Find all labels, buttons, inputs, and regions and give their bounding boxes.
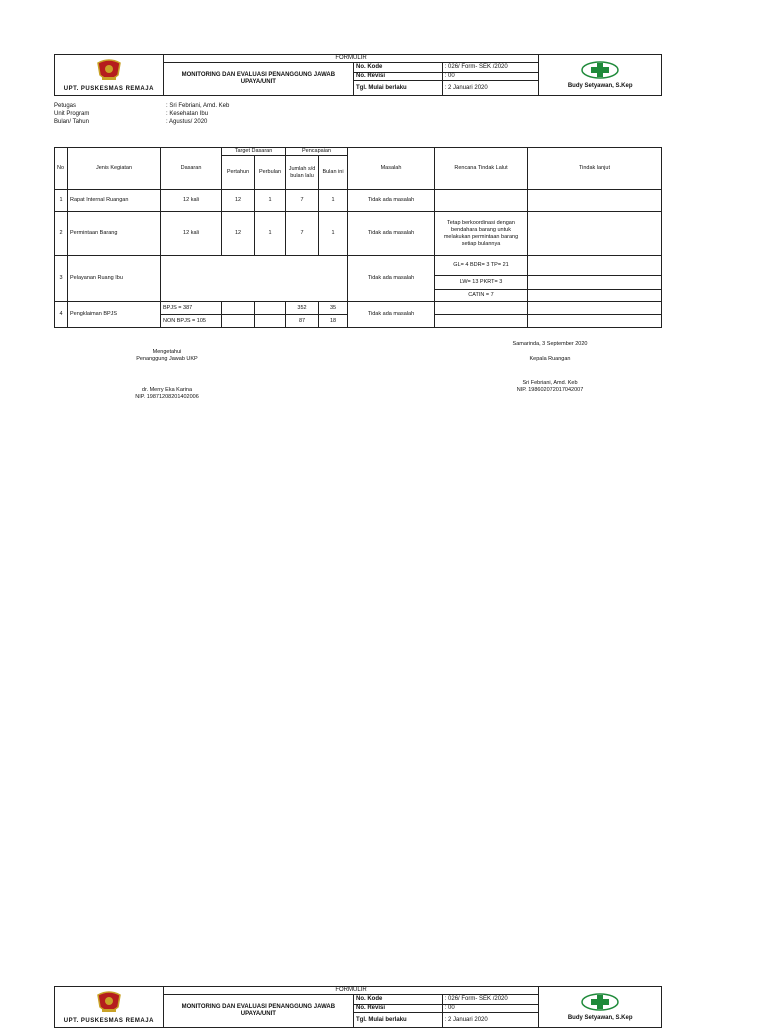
head-name: Budy Setyawan, S.Kep	[567, 83, 633, 89]
col-masalah: Masalah	[348, 148, 435, 190]
col-no: No	[55, 148, 68, 190]
col-jumlah: Jumlah s/d bulan lalu	[286, 156, 319, 190]
kode-label: No. Kode	[354, 63, 443, 73]
formulir-label: FORMULIR	[163, 55, 539, 63]
logo-cell: UPT. PUSKESMAS REMAJA	[55, 987, 164, 1028]
col-pertahun: Pertahun	[222, 156, 255, 190]
revisi-label: No. Revisi	[354, 73, 443, 81]
col-perbulan: Perbulan	[255, 156, 286, 190]
col-rencana: Rencana Tindak Lalut	[435, 148, 528, 190]
table-row: 1 Rapat Internal Ruangan 12 kali 12 1 7 1 Tidak ada masalah	[55, 190, 662, 212]
form-header	[54, 54, 662, 96]
col-target: Target Dasaran	[222, 148, 286, 156]
col-dasaran: Dasaran	[161, 148, 222, 190]
table-row: 3 Pelayanan Ruang Ibu Tidak ada masalah GL= 4 BDR= 3 TP= 21	[55, 256, 662, 276]
unit-name: UPT. PUSKESMAS REMAJA	[63, 86, 154, 92]
left-signature: Mengetahui Penanggung Jawab UKP dr. Merry Eka Karina NIP. 19871208201402006	[92, 349, 242, 401]
info-row: Petugas : Sri Febriani, Amd. Keb	[54, 103, 230, 109]
col-tindak: Tindak lanjut	[528, 148, 662, 190]
left-signer-nip: NIP. 19871208201402006	[135, 394, 199, 400]
health-cross-icon	[580, 992, 620, 1012]
logo-cell	[55, 55, 164, 96]
revisi-value: : 00	[442, 73, 539, 81]
col-jenis: Jenis Kegiatan	[68, 148, 161, 190]
tgl-label: Tgl. Mulai berlaku	[354, 81, 443, 96]
col-bulanini: Bulan ini	[319, 156, 348, 190]
right-signer-name: Sri Febriani, Amd. Keb	[522, 380, 578, 386]
puskesmas-crest-icon	[94, 991, 124, 1015]
tgl-value: : 2 Januari 2020	[442, 81, 539, 96]
health-cross-icon	[580, 60, 620, 80]
table-row: CATIN = 7	[55, 290, 662, 302]
puskesmas-crest-icon	[94, 59, 124, 83]
info-row: Unit Program : Kesehatan Ibu	[54, 111, 209, 117]
left-signer-name: dr. Merry Eka Karina	[141, 387, 193, 393]
table-row: 4 Pengklaiman BPJS BPJS = 387 352 35 Tidak ada masalah	[55, 302, 662, 315]
table-row: LW= 13 PKRT= 3	[55, 276, 662, 290]
table-row: 2 Permintaan Barang 12 kali 12 1 7 1 Tidak ada masalah Tetap berkoordinasi dengan bendahara barang untuk melakukan permintaan barang setiap bulannya	[55, 212, 662, 256]
kode-value: : 026/ Form- SEK /2020	[442, 63, 539, 73]
info-row: Bulan/ Tahun : Agustus/ 2020	[54, 119, 208, 125]
head-cell	[539, 55, 662, 96]
col-pencapaian: Pencapaian	[286, 148, 348, 156]
place-date: Samarinda, 3 September 2020	[512, 341, 588, 347]
right-signer-nip: NIP. 198602072017042007	[516, 387, 584, 393]
right-signature: Samarinda, 3 September 2020 Kepala Ruangan Sri Febriani, Amd. Keb NIP. 198602072017042007	[470, 341, 630, 394]
table-row: NON BPJS = 105 87 18	[55, 315, 662, 328]
monitoring-table	[54, 147, 662, 328]
form-title: MONITORING DAN EVALUASI PENANGGUNG JAWAB UPAYA/UNIT	[163, 63, 353, 96]
next-page-header: UPT. PUSKESMAS REMAJA FORMULIR Budy Setyawan, S.Kep MONITORING DAN EVALUASI PENANGGUNG JAWAB UPAYA/UNIT No. Kode : 026/ Form- SEK /2020 No. Revisi : 00 Tgl. Mulai berlaku : 2 Januari 2020	[54, 986, 662, 1028]
info-block	[54, 102, 229, 126]
